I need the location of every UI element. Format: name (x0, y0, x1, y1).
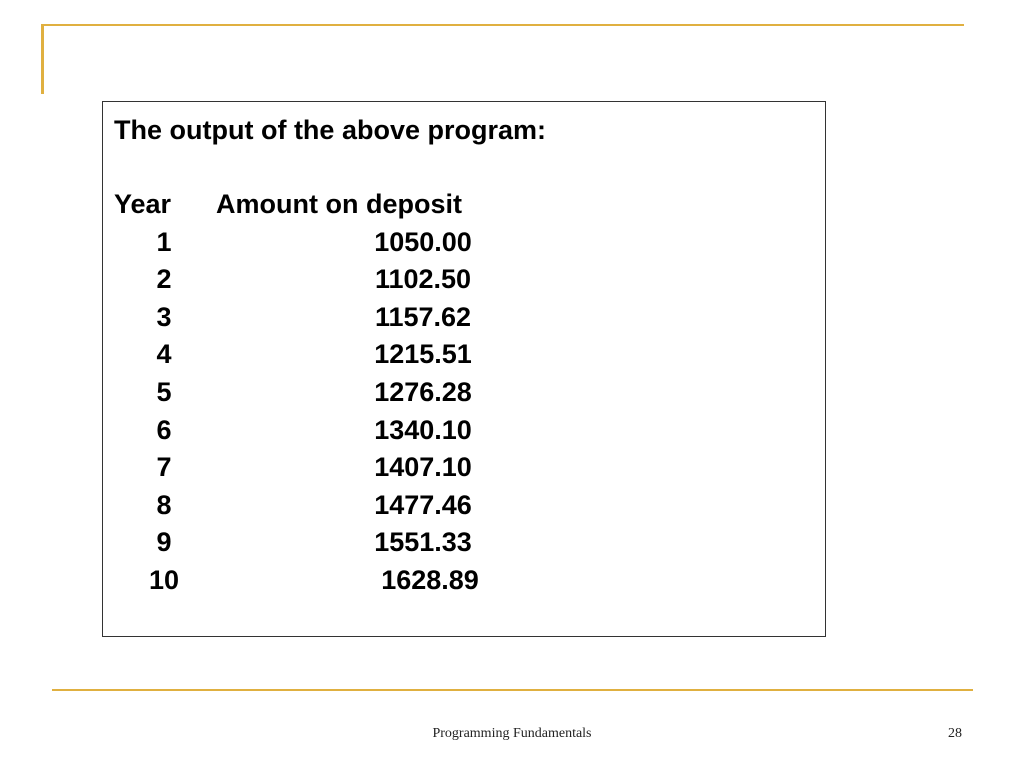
accent-vertical-line (41, 24, 44, 94)
year-cell: 8 (156, 490, 172, 520)
amount-cell: 1276.28 (374, 377, 472, 407)
year-cell: 6 (156, 415, 172, 445)
amount-cell: 1102.50 (374, 264, 472, 294)
year-cell: 10 (148, 565, 180, 595)
amount-cell: 1050.00 (374, 227, 472, 257)
year-cell: 7 (156, 452, 172, 482)
accent-bottom-line (52, 689, 973, 691)
table-row (103, 451, 825, 489)
output-heading: The output of the above program: (114, 115, 546, 145)
amount-cell: 1551.33 (374, 527, 472, 557)
year-cell: 4 (156, 339, 172, 369)
table-row (103, 338, 825, 376)
amount-cell: 1628.89 (381, 565, 479, 595)
footer-title: Programming Fundamentals (432, 726, 592, 741)
column-header-year: Year (114, 189, 172, 219)
column-header-amount: Amount on deposit (216, 189, 462, 219)
table-row (103, 301, 825, 339)
year-cell: 9 (156, 527, 172, 557)
page-number: 28 (948, 726, 962, 741)
year-cell: 2 (156, 264, 172, 294)
year-cell: 1 (156, 227, 172, 257)
amount-cell: 1477.46 (374, 490, 472, 520)
accent-top-line (41, 24, 964, 26)
amount-cell: 1340.10 (374, 415, 472, 445)
table-row (103, 564, 825, 602)
table-row (103, 263, 825, 301)
output-box (102, 101, 826, 637)
table-row (103, 489, 825, 527)
amount-cell: 1157.62 (374, 302, 472, 332)
table-row (103, 226, 825, 264)
table-row (103, 376, 825, 414)
table-row (103, 414, 825, 452)
table-row (103, 526, 825, 564)
year-cell: 3 (156, 302, 172, 332)
amount-cell: 1215.51 (374, 339, 472, 369)
year-cell: 5 (156, 377, 172, 407)
amount-cell: 1407.10 (374, 452, 472, 482)
